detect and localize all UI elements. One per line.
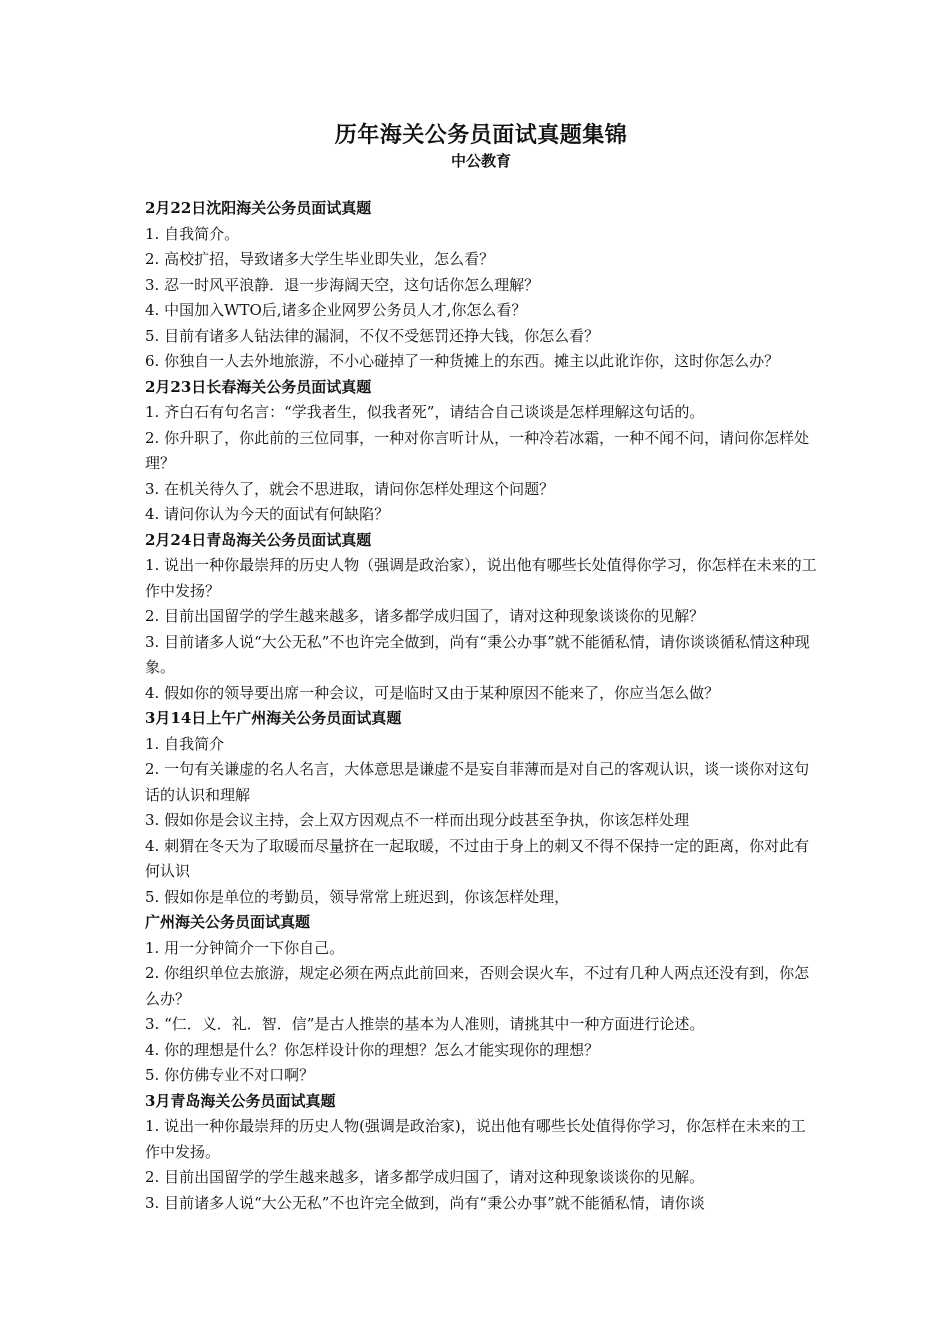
question-item: 3. 目前诸多人说“大公无私”不也许完全做到，尚有“秉公办事”就不能循私情，请你谈谈循私情这种现象。: [145, 632, 810, 676]
document-page: [145, 120, 817, 1216]
question-item: 4. 请问你认为今天的面试有何缺陷？: [145, 505, 390, 523]
section-heading: 3月青岛海关公务员面试真题: [145, 1091, 336, 1110]
question-item: 3. “仁．义．礼．智．信”是古人推崇的基本为人准则，请挑其中一种方面进行论述。: [145, 1015, 705, 1033]
question-item: 5. 目前有诸多人钻法律的漏洞，不仅不受惩罚还挣大钱，你怎么看？: [145, 326, 600, 345]
question-item: 2. 你升职了，你此前的三位同事，一种对你言听计从，一种冷若冰霜，一种不闻不问，请问你怎样处理？: [145, 428, 810, 472]
question-item: 6. 你独自一人去外地旅游，不小心碰掉了一种货摊上的东西。摊主以此讹诈你，这时你怎么办？: [145, 352, 780, 370]
question-item: 3. 在机关待久了，就会不思进取，请问你怎样处理这个问题？: [145, 479, 555, 498]
section-guangzhou: [145, 910, 817, 1089]
section-heading: 2月24日青岛海关公务员面试真题: [145, 530, 372, 549]
question-item: 2. 目前出国留学的学生越来越多，诸多都学成归国了，请对这种现象谈谈你的见解？: [145, 607, 705, 625]
question-item: 4. 你的理想是什么？你怎样设计你的理想？怎么才能实现你的理想？: [145, 1040, 600, 1059]
question-item: 2. 目前出国留学的学生越来越多，诸多都学成归国了，请对这种现象谈谈你的见解。: [145, 1168, 705, 1186]
section-qingdao-march: [145, 1089, 817, 1217]
question-item: 4. 中国加入WTO后,诸多企业网罗公务员人才,你怎么看？: [145, 301, 527, 319]
question-item: 4. 刺猬在冬天为了取暖而尽量挤在一起取暖，不过由于身上的刺又不得不保持一定的距离，你对此有何认识: [145, 836, 810, 880]
question-item: 1. 用一分钟简介一下你自己。: [145, 938, 345, 957]
section-heading: 广州海关公务员面试真题: [145, 913, 311, 931]
question-item: 2. 高校扩招，导致诸多大学生毕业即失业，怎么看？: [145, 250, 495, 268]
section-heading: 2月22日沈阳海关公务员面试真题: [145, 199, 372, 217]
question-item: 5. 假如你是单位的考勤员，领导常常上班迟到，你该怎样处理，: [145, 887, 570, 906]
section-heading: 2月23日长春海关公务员面试真题: [145, 377, 372, 396]
section-guangzhou-0314: [145, 706, 817, 910]
document-subtitle: 中公教育: [450, 152, 511, 170]
section-shenyang-0222: [145, 196, 817, 375]
section-qingdao-0224: [145, 528, 817, 707]
question-item: 1. 齐白石有句名言：“学我者生，似我者死”，请结合自己谈谈是怎样理解这句话的。: [145, 403, 705, 421]
question-item: 1. 说出一种你最崇拜的历史人物(强调是政治家)，说出他有哪些长处值得你学习，你怎样在未来的工作中发扬。: [145, 1117, 806, 1161]
question-item: 1. 自我简介: [145, 734, 225, 753]
question-item: 3. 忍一时风平浪静．退一步海阔天空，这句话你怎么理解？: [145, 275, 540, 294]
section-heading: 3月14日上午广州海关公务员面试真题: [145, 709, 402, 727]
question-item: 1. 说出一种你最崇拜的历史人物（强调是政治家），说出他有哪些长处值得你学习，你怎样在未来的工作中发扬？: [145, 556, 817, 600]
section-changchun-0223: [145, 375, 817, 528]
question-item: 3. 目前诸多人说“大公无私”不也许完全做到，尚有“秉公办事”就不能循私情，请你谈: [145, 1193, 705, 1212]
question-item: 5. 你仿佛专业不对口啊？: [145, 1066, 315, 1084]
question-item: 4. 假如你的领导要出席一种会议，可是临时又由于某种原因不能来了，你应当怎么做？: [145, 683, 720, 702]
question-item: 2. 你组织单位去旅游，规定必须在两点此前回来，否则会误火车，不过有几种人两点还没有到，你怎么办？: [145, 964, 810, 1008]
question-item: 3. 假如你是会议主持，会上双方因观点不一样而出现分歧甚至争执，你该怎样处理: [145, 811, 690, 829]
question-item: 2. 一句有关谦虚的名人名言，大体意思是谦虚不是妄自菲薄而是对自己的客观认识，谈一谈你对这句话的认识和理解: [145, 760, 810, 804]
document-title: 历年海关公务员面试真题集锦: [334, 122, 628, 148]
question-item: 1. 自我简介。: [145, 224, 240, 243]
